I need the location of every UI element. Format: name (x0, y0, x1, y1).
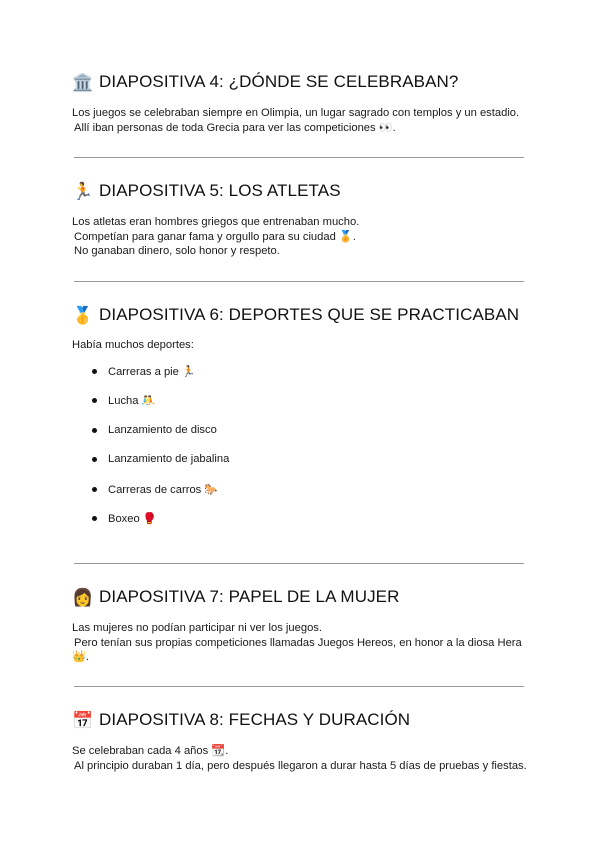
runner-icon: 🏃 (181, 366, 196, 378)
text-line: No ganaban dinero, solo honor y respeto. (74, 245, 280, 257)
section-heading (72, 587, 532, 607)
list-item-label: Lanzamiento de jabalina (108, 453, 230, 465)
heading-text: DIAPOSITIVA 7: PAPEL DE LA MUJER (99, 587, 400, 606)
bullet-icon (92, 516, 97, 521)
text-line: Allí iban personas de toda Grecia para ver las competiciones 👀. (74, 121, 396, 134)
list-item-label: Lanzamiento de disco (108, 424, 217, 436)
paragraph (72, 744, 532, 773)
bullet-icon (92, 487, 97, 492)
building-icon: 🏛️ (72, 72, 94, 92)
list-item (92, 483, 218, 496)
list-item-label: Carreras a pie (108, 365, 179, 378)
divider (74, 563, 524, 564)
bullet-icon (92, 398, 97, 403)
section-heading (72, 305, 532, 325)
list-item (92, 424, 217, 436)
gold-medal-icon: 🥇 (72, 305, 94, 325)
text-line: Los atletas eran hombres griegos que entrenaban mucho. (72, 216, 360, 228)
intro-text: Había muchos deportes: (72, 339, 194, 351)
runner-icon: 🏃 (72, 181, 94, 201)
heading-text: DIAPOSITIVA 8: FECHAS Y DURACIÓN (99, 710, 411, 729)
divider (74, 157, 524, 158)
bullet-icon (92, 369, 97, 374)
calendar-icon: 📅 (72, 710, 94, 730)
text-line: Se celebraban cada 4 años 📆. (72, 745, 229, 757)
list-item-label: Lucha (108, 394, 139, 407)
text-line: Competían para ganar fama y orgullo para su ciudad 🏅. (74, 230, 356, 243)
list-item (92, 394, 155, 407)
text-line: Al principio duraban 1 día, pero después llegaron a durar hasta 5 días de pruebas y fiestas. (74, 759, 527, 772)
heading-text: DIAPOSITIVA 4: ¿DÓNDE SE CELEBRABAN? (99, 72, 459, 91)
section-slide-7 (72, 587, 532, 665)
section-slide-4 (72, 72, 532, 135)
horse-icon: 🐎 (204, 484, 218, 496)
text-line: Pero tenían sus propias competiciones llamadas Juegos Hereos, en honor a la diosa Hera (74, 636, 522, 649)
heading-text: DIAPOSITIVA 5: LOS ATLETAS (99, 181, 341, 200)
bullet-icon (92, 457, 97, 462)
paragraph (72, 215, 532, 259)
divider (74, 281, 524, 282)
text-line: 👑. (72, 651, 90, 663)
bullet-icon (92, 428, 97, 433)
woman-icon: 👩 (72, 587, 94, 607)
heading-text: DIAPOSITIVA 6: DEPORTES QUE SE PRACTICABAN (99, 305, 520, 324)
list-item (92, 453, 229, 465)
paragraph (72, 621, 532, 665)
divider (74, 686, 524, 687)
text-line: Las mujeres no podían participar ni ver los juegos. (72, 622, 322, 634)
paragraph (72, 106, 532, 135)
list-item (92, 365, 196, 378)
section-heading (72, 72, 532, 92)
list-item (92, 512, 156, 525)
list-item-label: Boxeo (108, 512, 140, 525)
boxing-glove-icon: 🥊 (142, 513, 157, 525)
section-slide-8 (72, 710, 532, 773)
section-slide-6 (72, 305, 532, 351)
section-slide-5 (72, 181, 532, 259)
list-item-label: Carreras de carros (108, 483, 202, 496)
section-heading (72, 181, 532, 201)
wrestlers-icon: 🤼 (141, 395, 156, 407)
text-line: Los juegos se celebraban siempre en Olimpia, un lugar sagrado con templos y un estadio. (72, 107, 520, 119)
section-heading (72, 710, 532, 730)
